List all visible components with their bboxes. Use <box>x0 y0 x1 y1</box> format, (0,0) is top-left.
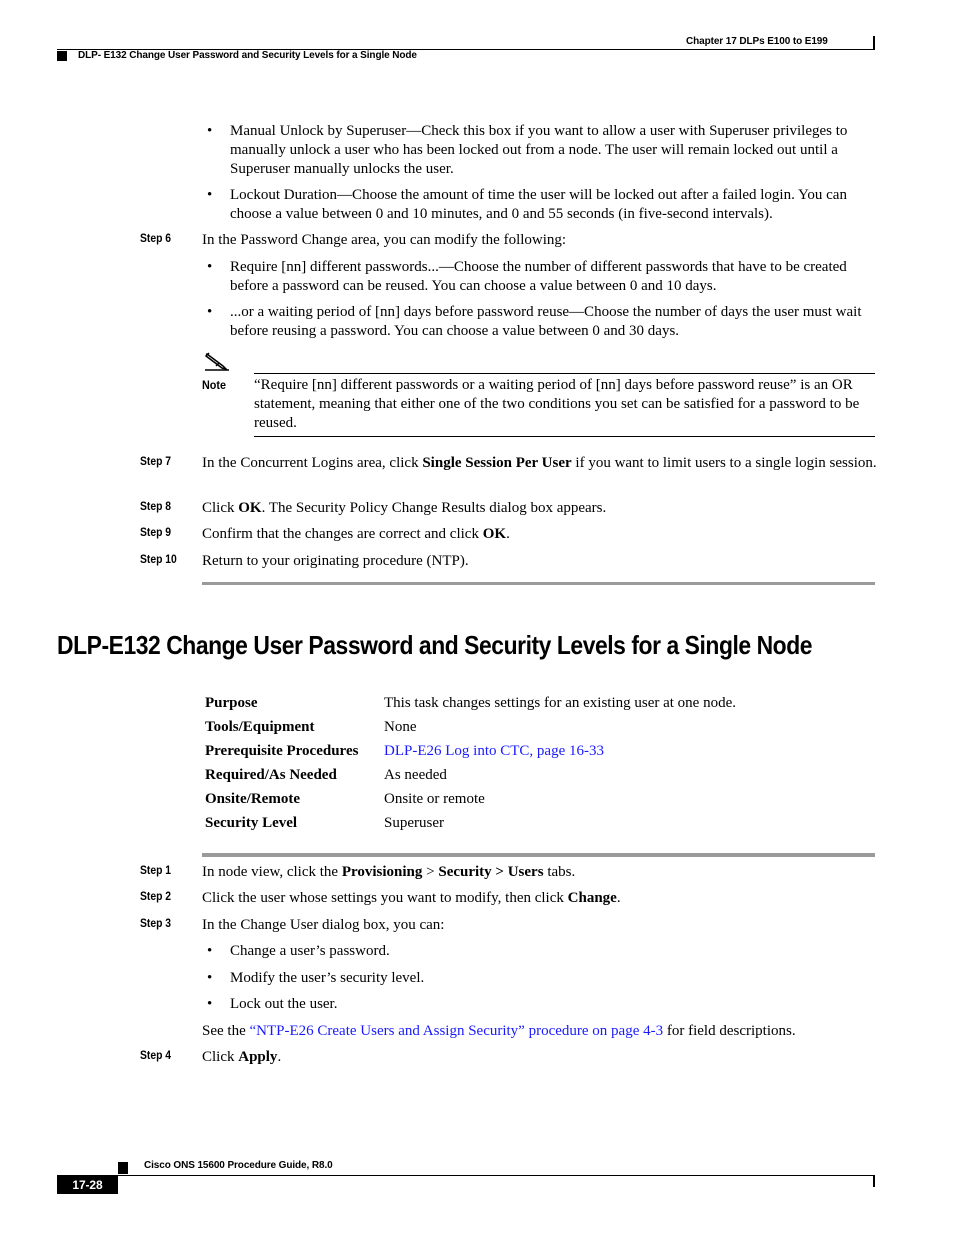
ui-control-name: Change <box>567 890 617 906</box>
ui-control-name: OK <box>238 500 262 516</box>
step-text <box>202 863 877 882</box>
list-item <box>207 122 877 179</box>
step-label: Step 9 <box>140 527 172 539</box>
ui-control-name: Apply <box>238 1049 278 1065</box>
prerequisite-link[interactable]: DLP-E26 Log into CTC, page 16-33 <box>384 743 604 759</box>
procedure-end-rule <box>202 582 875 585</box>
task-info-table <box>202 694 736 838</box>
pencil-icon <box>203 351 231 376</box>
step-label: Step 7 <box>140 456 172 468</box>
page-number: 17-28 <box>57 1176 118 1194</box>
bullet-glyph: • <box>207 943 213 959</box>
row-value: As needed <box>384 767 447 783</box>
row-key: Prerequisite Procedures <box>205 743 359 759</box>
step-text-part: In the Concurrent Logins area, click <box>202 455 423 471</box>
table-row <box>202 766 736 790</box>
step-text: Return to your originating procedure (NTP). <box>202 553 469 569</box>
guide-title: Cisco ONS 15600 Procedure Guide, R8.0 <box>144 1160 333 1171</box>
section-title: DLP-E132 Change User Password and Security Levels for a Single Node <box>57 630 813 660</box>
table-row <box>202 742 736 766</box>
step-text-part: if you want to limit users to a single login session. <box>571 455 877 471</box>
list-item <box>207 186 877 224</box>
ui-control-name: Single Session Per User <box>422 455 572 471</box>
step-text-part: tabs. <box>543 864 576 880</box>
row-value: None <box>384 719 417 735</box>
step-text-part: . The Security Policy Change Results dialog box appears. <box>261 500 607 516</box>
note-text: “Require [nn] different passwords or a waiting period of [nn] days before password reuse” is an OR statement, meaning that either one of the two conditions you set can be satisfied for a password to be reused. <box>254 377 860 431</box>
step-text-part: . <box>277 1049 282 1065</box>
running-title: DLP- E132 Change User Password and Security Levels for a Single Node <box>78 50 417 61</box>
list-item <box>207 995 877 1014</box>
list-item <box>207 258 877 296</box>
chapter-header: Chapter 17 DLPs E100 to E199 <box>686 36 828 47</box>
list-item <box>207 303 877 341</box>
bullet-glyph: • <box>207 259 213 275</box>
step-text: In the Password Change area, you can modify the following: <box>202 232 567 248</box>
step-text: In the Change User dialog box, you can: <box>202 917 445 933</box>
footer-rule <box>57 1175 875 1176</box>
row-value: Onsite or remote <box>384 791 485 807</box>
row-key: Purpose <box>205 695 258 711</box>
step-text <box>202 1048 877 1067</box>
step-label: Step 8 <box>140 501 172 513</box>
bullet-text: Require [nn] different passwords...—Choose the number of different passwords that have to be created before a password can be reused. You can choose a value between 0 and 10 days. <box>230 259 847 294</box>
step-text <box>202 499 877 518</box>
header-block <box>57 51 67 61</box>
ui-control-name: Security > Users <box>438 864 544 880</box>
list-item <box>207 942 877 961</box>
row-key: Onsite/Remote <box>205 791 300 807</box>
footer-block <box>118 1162 128 1174</box>
bullet-glyph: • <box>207 970 213 986</box>
step-text-part: Confirm that the changes are correct and click <box>202 526 483 542</box>
step-text <box>202 525 877 544</box>
step-text-part: Click the user whose settings you want to modify, then click <box>202 890 568 906</box>
bullet-glyph: • <box>207 996 213 1012</box>
ntp-e26-link[interactable]: “NTP-E26 Create Users and Assign Security” procedure on page 4-3 <box>249 1023 664 1039</box>
table-row <box>202 718 736 742</box>
list-item <box>207 969 877 988</box>
header-tick <box>873 36 875 50</box>
cross-reference <box>202 1022 877 1041</box>
step-text-part: See the <box>202 1023 250 1039</box>
table-row <box>202 694 736 718</box>
bullet-glyph: • <box>207 187 213 203</box>
step-text-part: . <box>616 890 621 906</box>
bullet-text: Modify the user’s security level. <box>230 970 425 986</box>
bullet-text: Change a user’s password. <box>230 943 390 959</box>
step-text-part: > <box>422 864 439 880</box>
step-text <box>202 454 877 473</box>
row-key: Tools/Equipment <box>205 719 315 735</box>
step-text-part: Click <box>202 1049 239 1065</box>
bullet-glyph: • <box>207 123 213 139</box>
step-text <box>202 889 877 908</box>
bullet-text: Lockout Duration—Choose the amount of time the user will be locked out after a failed login. You can choose a value between 0 and 10 minutes, and 0 and 55 seconds (in five-second intervals). <box>230 187 847 222</box>
step-text-part: In node view, click the <box>202 864 342 880</box>
row-key: Security Level <box>205 815 298 831</box>
row-value: Superuser <box>384 815 444 831</box>
step-label: Step 10 <box>140 554 177 566</box>
note-bottom-rule <box>254 436 875 437</box>
step-label: Step 1 <box>140 865 172 877</box>
table-row <box>202 814 736 838</box>
bullet-text: Lock out the user. <box>230 996 338 1012</box>
step-label: Step 4 <box>140 1050 172 1062</box>
step-label: Step 6 <box>140 233 172 245</box>
footer-tick <box>873 1175 875 1187</box>
note-top-rule <box>254 373 875 374</box>
ui-control-name: OK <box>482 526 507 542</box>
row-value: This task changes settings for an existing user at one node. <box>384 695 737 711</box>
table-row <box>202 790 736 814</box>
procedure-start-rule <box>202 853 875 857</box>
step-text-part: . <box>506 526 510 542</box>
step-label: Step 2 <box>140 891 172 903</box>
note-label: Note <box>202 378 227 392</box>
row-key: Required/As Needed <box>205 767 337 783</box>
bullet-glyph: • <box>207 304 213 320</box>
bullet-text: ...or a waiting period of [nn] days before password reuse—Choose the number of days the user must wait before reusing a password. You can choose a value between 0 and 30 days. <box>230 304 862 339</box>
step-text-part: for field descriptions. <box>663 1023 796 1039</box>
bullet-text: Manual Unlock by Superuser—Check this box if you want to allow a user with Superuser privileges to manually unlock a user who has been locked out from a node. The user will remain locked out until a Superuser manually unlocks the user. <box>230 123 848 177</box>
step-text-part: Click <box>202 500 239 516</box>
ui-control-name: Provisioning <box>341 864 423 880</box>
step-label: Step 3 <box>140 918 172 930</box>
